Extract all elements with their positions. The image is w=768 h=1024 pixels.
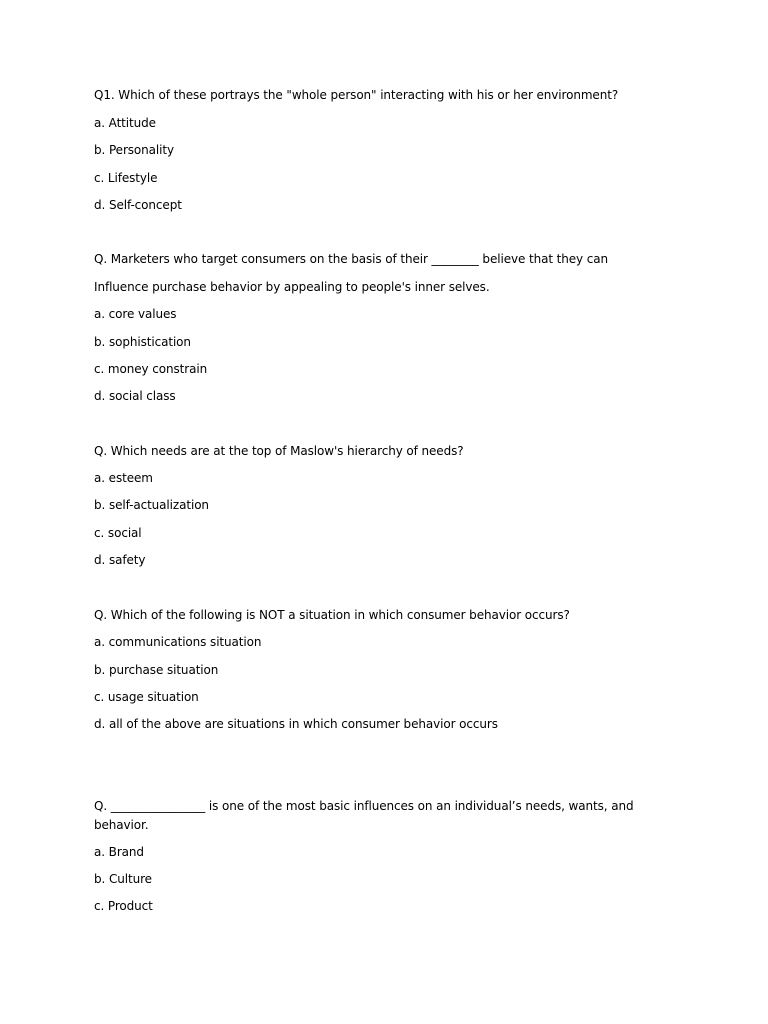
question-2-option-c: c. money constrain [94,362,208,376]
question-3-option-c: c. social [94,526,142,540]
question-2-option-d: d. social class [94,389,176,403]
question-4-option-b: b. purchase situation [94,663,219,677]
question-4-option-d: d. all of the above are situations in which consumer behavior occurs [94,717,498,731]
question-5-prompt-line-1: Q. ________________ is one of the most basic influences on an individual’s needs, wants, and [94,799,634,813]
question-5-prompt-line-2: behavior. [94,818,149,832]
question-1-prompt: Q1. Which of these portrays the "whole person" interacting with his or her environment? [94,88,619,102]
question-4-prompt: Q. Which of the following is NOT a situation in which consumer behavior occurs? [94,608,570,622]
question-1-option-d: d. Self-concept [94,198,182,212]
question-2-prompt-line-2: Influence purchase behavior by appealing to people's inner selves. [94,280,490,294]
question-1-option-a: a. Attitude [94,116,156,130]
question-3-prompt: Q. Which needs are at the top of Maslow's hierarchy of needs? [94,444,464,458]
question-4-option-a: a. communications situation [94,635,262,649]
question-2-prompt-line-1: Q. Marketers who target consumers on the basis of their ________ believe that they can [94,252,609,266]
question-1-option-b: b. Personality [94,143,174,157]
question-5-option-b: b. Culture [94,872,152,886]
question-2-option-a: a. core values [94,307,177,321]
question-3-option-d: d. safety [94,553,146,567]
question-3-option-b: b. self-actualization [94,498,209,512]
question-5-option-c: c. Product [94,899,153,913]
question-1-option-c: c. Lifestyle [94,171,158,185]
question-3-option-a: a. esteem [94,471,153,485]
question-2-option-b: b. sophistication [94,335,191,349]
question-4-option-c: c. usage situation [94,690,199,704]
question-5-option-a: a. Brand [94,845,144,859]
